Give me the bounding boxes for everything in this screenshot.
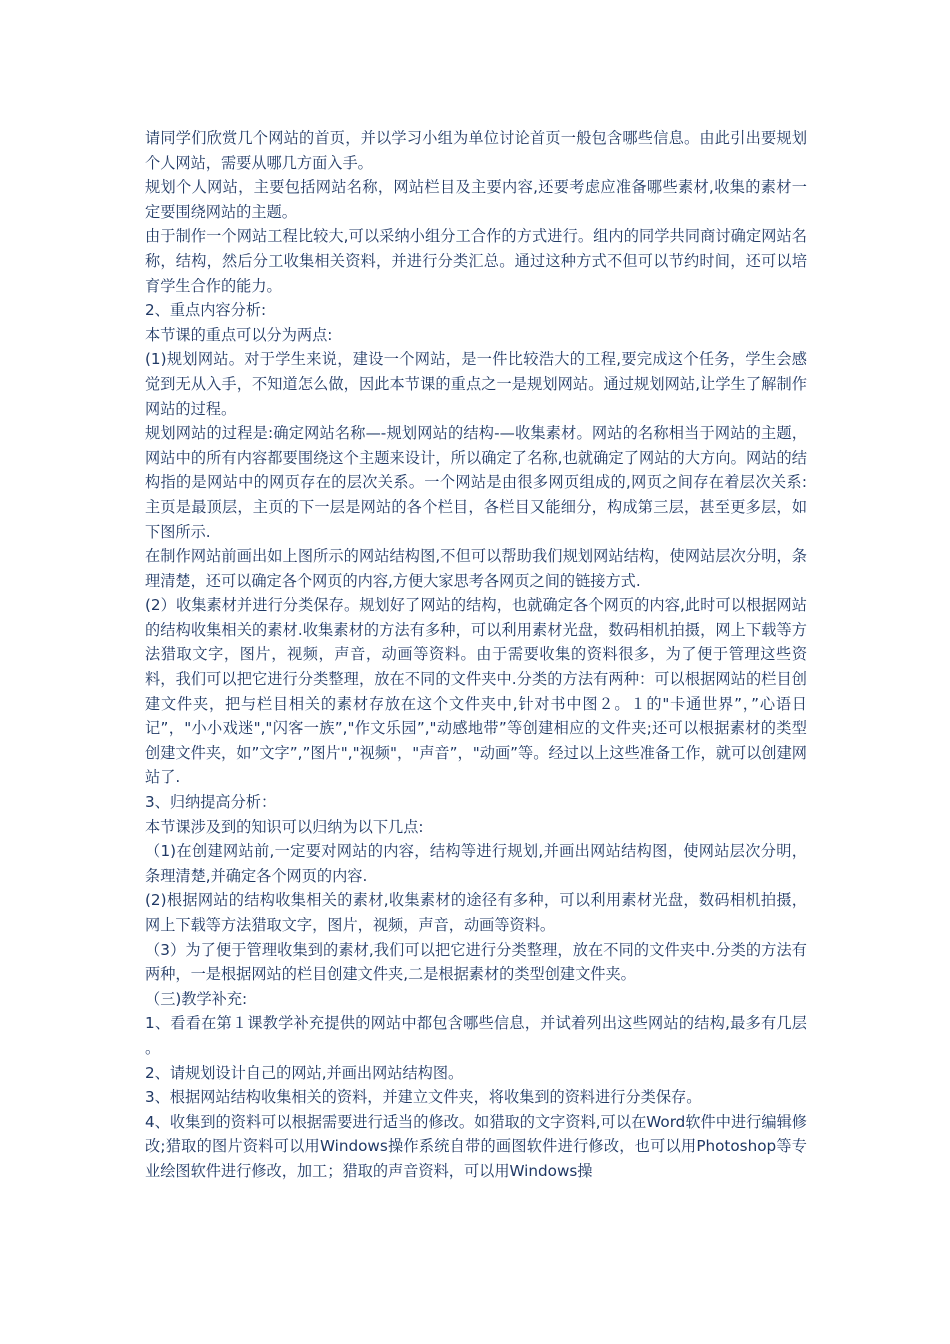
paragraph-summary-2: (2)根据网站的结构收集相关的素材,收集素材的途径有多种，可以利用素材光盘，数码相机拍摄，网上下载等方法猎取文字，图片，视频，声音，动画等资料。 [145, 891, 807, 934]
paragraph-summary-1: （1)在创建网站前,一定要对网站的内容，结构等进行规划,并画出网站结构图，使网站层次分明，条理清楚,并确定各个网页的内容. [145, 842, 807, 885]
heading-teaching-supplement: （三)教学补充: [145, 989, 248, 1008]
paragraph-point-2: (2）收集素材并进行分类保存。规划好了网站的结构，也就确定各个网页的内容,此时可以根据网站的结构收集相关的素材.收集素材的方法有多种，可以利用素材光盘，数码相机拍摄，网上下载等方法猎取文字，图片，视频，声音，动画等资料。由于需要收集的资料很多，为了便于管理这些资料，我们可以把它进行分类整理，放在不同的文件夹中.分类的方法有两种：可以根据网站的栏目创建文件夹，把与栏目相关的素材存放在这个文件夹中,针对书中图２。１的"卡通世界”，”心语日记”，"小小戏迷","闪客一族”,"作文乐园”,"动感地带”等创建相应的文件夹;还可以根据素材的类型创建文件夹，如”文字”,”图片","视频"，"声音”，"动画”等。经过以上这些准备工作，就可以创建网站了. [145, 596, 807, 787]
heading-summary-analysis: 3、归纳提高分析： [145, 793, 277, 812]
paragraph-point-1: (1)规划网站。对于学生来说，建设一个网站，是一件比较浩大的工程,要完成这个任务，学生会感觉到无从入手，不知道怎么做，因此本节课的重点之一是规划网站。通过规划网站,让学生了解制作网站的过程。 [145, 350, 807, 418]
heading-key-content: 2、重点内容分析: [145, 301, 267, 320]
paragraph-supplement-4: 4、收集到的资料可以根据需要进行适当的修改。如猎取的文字资料,可以在Word软件中进行编辑修改;猎取的图片资料可以用Windows操作系统自带的画图软件进行修改，也可以用Photoshop等专业绘图软件进行修改，加工；猎取的声音资料，可以用Windows操 [145, 1112, 807, 1180]
paragraph-group-work: 由于制作一个网站工程比较大,可以采纳小组分工合作的方式进行。组内的同学共同商讨确定网站名称，结构，然后分工收集相关资料，并进行分类汇总。通过这种方式不但可以节约时间，还可以培育学生合作的能力。 [145, 227, 807, 295]
paragraph-two-points: 本节课的重点可以分为两点: [145, 325, 333, 344]
paragraph-summary-intro: 本节课涉及到的知识可以归纳为以下几点: [145, 817, 424, 836]
paragraph-supplement-1: 1、看看在第１课教学补充提供的网站中都包含哪些信息，并试着列出这些网站的结构,最多有几层 。 [145, 1014, 807, 1057]
paragraph-planning-process: 规划网站的过程是:确定网站名称—-规划网站的结构-—收集素材。网站的名称相当于网站的主题，网站中的所有内容都要围绕这个主题来设计，所以确定了名称,也就确定了网站的大方向。网站的结构指的是网站中的网页存在的层次关系。一个网站是由很多网页组成的,网页之间存在着层次关系:主页是最顶层，主页的下一层是网站的各个栏目，各栏目又能细分，构成第三层，甚至更多层，如下图所示. [145, 424, 807, 541]
document-body [145, 126, 807, 1184]
paragraph-intro-discussion: 请同学们欣赏几个网站的首页，并以学习小组为单位讨论首页一般包含哪些信息。由此引出要规划个人网站，需要从哪几方面入手。 [145, 129, 807, 172]
paragraph-supplement-3: 3、根据网站结构收集相关的资料，并建立文件夹，将收集到的资料进行分类保存。 [145, 1088, 702, 1107]
paragraph-supplement-2: 2、请规划设计自己的网站,并画出网站结构图。 [145, 1063, 464, 1082]
paragraph-structure-diagram: 在制作网站前画出如上图所示的网站结构图,不但可以帮助我们规划网站结构，使网站层次分明，条理清楚，还可以确定各个网页的内容,方便大家思考各网页之间的链接方式. [145, 547, 807, 590]
paragraph-summary-3: （3）为了便于管理收集到的素材,我们可以把它进行分类整理，放在不同的文件夹中.分类的方法有两种，一是根据网站的栏目创建文件夹,二是根据素材的类型创建文件夹。 [145, 940, 807, 984]
paragraph-plan-website: 规划个人网站，主要包括网站名称，网站栏目及主要内容,还要考虑应准备哪些素材,收集的素材一定要围绕网站的主题。 [145, 178, 807, 221]
